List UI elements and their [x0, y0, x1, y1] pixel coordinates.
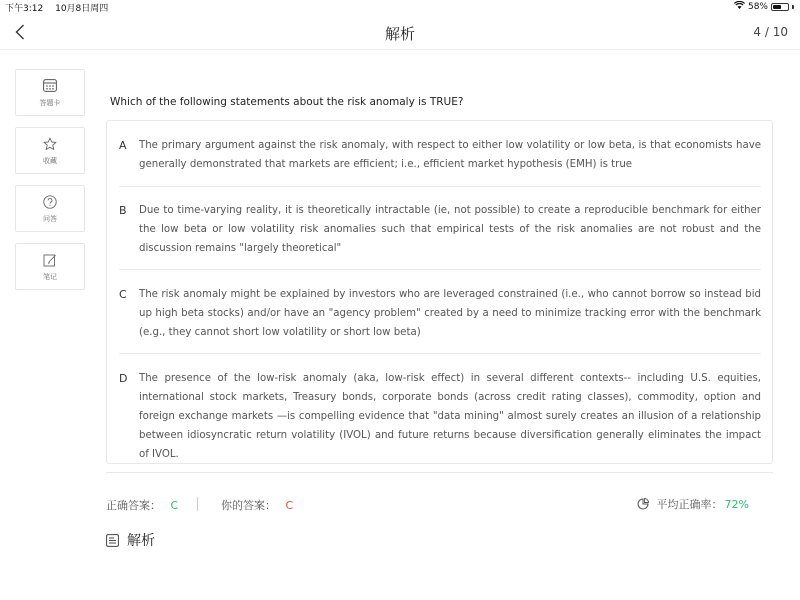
question-text: Which of the following statements about the risk anomaly is TRUE?: [110, 96, 464, 108]
wifi-icon: [734, 1, 745, 12]
option-letter: C: [119, 288, 127, 301]
option-letter: B: [119, 204, 127, 217]
options-card: [106, 120, 773, 464]
status-time: 下午3:12: [5, 4, 44, 14]
sidebar-item-label: 笔记: [43, 272, 57, 281]
question-icon: [42, 194, 58, 210]
correct-answer-label: 正确答案：: [106, 499, 161, 512]
status-date: 10月8日周四: [55, 4, 109, 14]
question-counter: 4 / 10: [753, 25, 788, 39]
option-letter: A: [119, 139, 127, 152]
accuracy-value: 72%: [724, 497, 749, 511]
sidebar-item-label: 答题卡: [39, 98, 61, 107]
your-answer: [221, 497, 293, 513]
option-d[interactable]: [119, 369, 761, 464]
sidebar-item-label: 问答: [43, 214, 57, 223]
divider: [119, 186, 761, 187]
sidebar-item-notes[interactable]: [15, 243, 85, 290]
battery-icon: [771, 3, 789, 11]
option-text: The primary argument against the risk anomaly, with respect to either low volatility or low beta, is that economists have generally demonstrated that markets are efficient; i.e., efficient market hypothesis (EMH) is true: [139, 140, 761, 170]
page-title: 解析: [384, 25, 415, 43]
average-accuracy: [637, 496, 749, 512]
analysis-title: 解析: [127, 533, 155, 549]
divider: [119, 269, 761, 270]
correct-answer-value: C: [170, 499, 179, 512]
divider: [106, 472, 773, 473]
battery-percent: 58%: [747, 1, 768, 12]
status-bar: [0, 0, 800, 14]
divider: [119, 353, 761, 354]
your-answer-label: 你的答案：: [221, 499, 276, 512]
option-text: Due to time-varying reality, it is theoretically intractable (ie, not possible) to create a reproducible benchmark for either the low beta or low volatility risk anomalies such that empirical tests of the risk anomalies are not robust and the discussion remains "largely theoretical": [139, 205, 761, 254]
option-text: The risk anomaly might be explained by investors who are leveraged constrained (i.e., who cannot borrow so instead bid up high beta stocks) and/or have an "agency problem" created by a need to minimize tracking error with the benchmark (e.g., they cannot short low volatility or short low beta): [139, 289, 761, 338]
star-icon: [42, 136, 58, 152]
correct-answer: [106, 497, 178, 513]
analysis-section-header: [106, 530, 155, 550]
pie-chart-icon: [637, 498, 649, 510]
option-letter: D: [119, 372, 128, 385]
accuracy-label: 平均正确率：: [656, 498, 723, 511]
nav-bar: [0, 14, 800, 50]
answer-sheet-icon: [42, 78, 58, 94]
note-edit-icon: [42, 252, 58, 268]
your-answer-value: C: [285, 499, 294, 512]
option-c[interactable]: [119, 285, 761, 342]
sidebar-item-qa[interactable]: [15, 185, 85, 232]
option-text: The presence of the low-risk anomaly (aka, low-risk effect) in several different contexts-- including U.S. equities, international stock markets, Treasury bonds, corporate bonds (across credit rating classes), commodity, option and foreign exchange markets —is compelling evidence that "data mining" almost surely creates an illusion of a relationship between idiosyncratic return volatility (IVOL) and future returns because diversification generally eliminates the impact of IVOL.: [139, 373, 761, 460]
divider: [197, 497, 198, 511]
sidebar-item-label: 收藏: [43, 156, 57, 165]
option-b[interactable]: [119, 201, 761, 258]
document-icon: [106, 533, 120, 547]
option-a[interactable]: [119, 136, 761, 174]
battery-cap: [792, 5, 794, 9]
sidebar-item-favorite[interactable]: [15, 127, 85, 174]
sidebar-item-answer-sheet[interactable]: [15, 69, 85, 116]
